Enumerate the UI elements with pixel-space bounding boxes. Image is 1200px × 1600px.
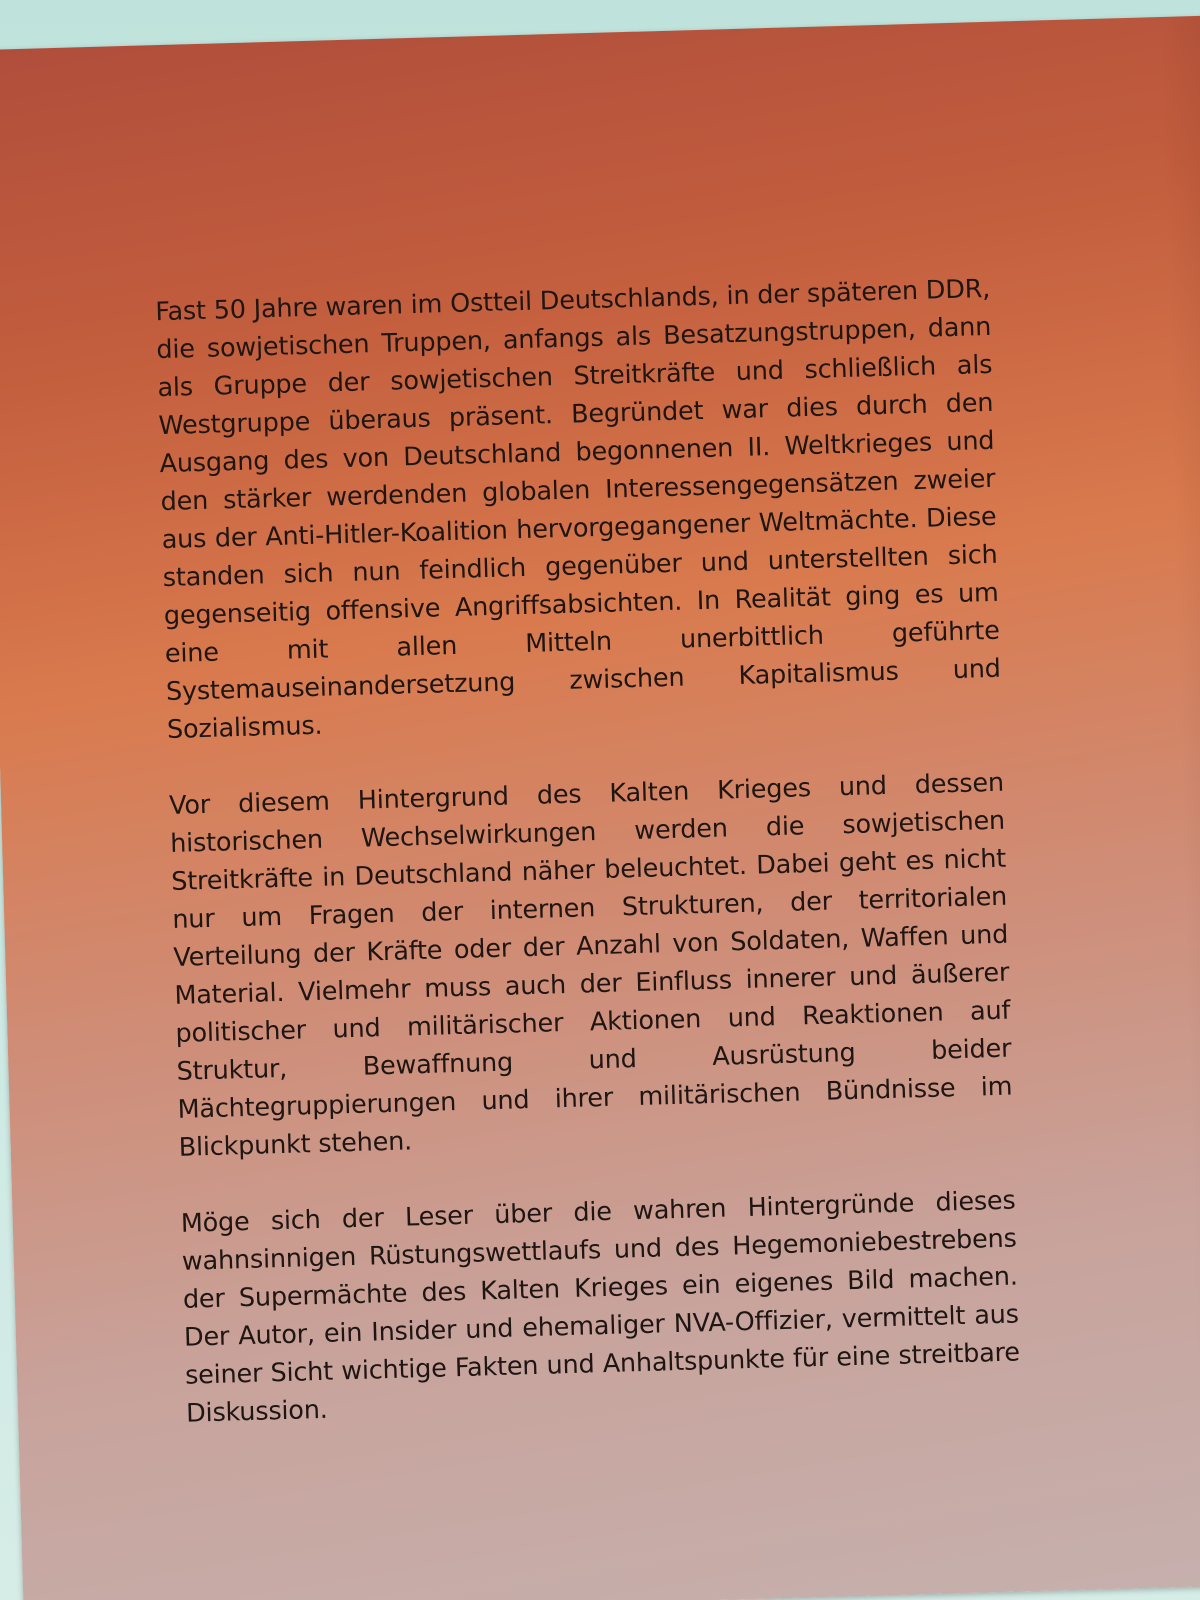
blurb-paragraph-1: Fast 50 Jahre waren im Ostteil Deutschlands, in der späteren DDR, die sowjetischen Truppen, anfangs als Besatzungstruppen, dann als Gruppe der sowjetischen Streitkräfte und schließlich als Westgruppe überaus präsent. Begründet war dies durch den Ausgang des von Deutschland begonnenen II. Weltkrieges und den stärker werdenden globalen Interessengegensätzen zweier aus der Anti-Hitler-Koalition hervorgegangener Weltmächte. Diese standen sich nun feindlich gegenüber und unterstellten sich gegenseitig offensive Angriffsabsichten. In Realität ging es um eine mit allen Mitteln unerbittlich geführte Systemauseinandersetzung zwischen Kapitalismus und Sozialismus. bbox=[154, 273, 1002, 746]
blurb-text bbox=[155, 270, 1023, 1471]
blurb-paragraph-3: Möge sich der Leser über die wahren Hintergründe dieses wahnsinnigen Rüstungswettlaufs und des Hegemoniebestrebens der Supermächte des Kalten Krieges ein eigenes Bild machen. Der Autor, ein Insider und ehemaliger NVA-Offizier, vermittelt aus seiner Sicht wichtige Fakten und Anhaltspunkte für eine streitbare Diskussion. bbox=[180, 1185, 1021, 1429]
blurb-paragraph-2: Vor diesem Hintergrund des Kalten Krieges und dessen historischen Wechselwirkungen werden die sowjetischen Streitkräfte in Deutschland näher beleuchtet. Dabei geht es nicht nur um Fragen der internen Strukturen, der territorialen Verteilung der Kräfte oder der Anzahl von Soldaten, Waffen und Material. Vielmehr muss auch der Einfluss innerer und äußerer politischer und militärischer Aktionen und Reaktionen auf Struktur, Bewaffnung und Ausrüstung beider Mächtegruppierungen und ihrer militärischen Bündnisse im Blickpunkt stehen. bbox=[168, 767, 1013, 1163]
book-back-cover bbox=[0, 15, 1200, 1600]
